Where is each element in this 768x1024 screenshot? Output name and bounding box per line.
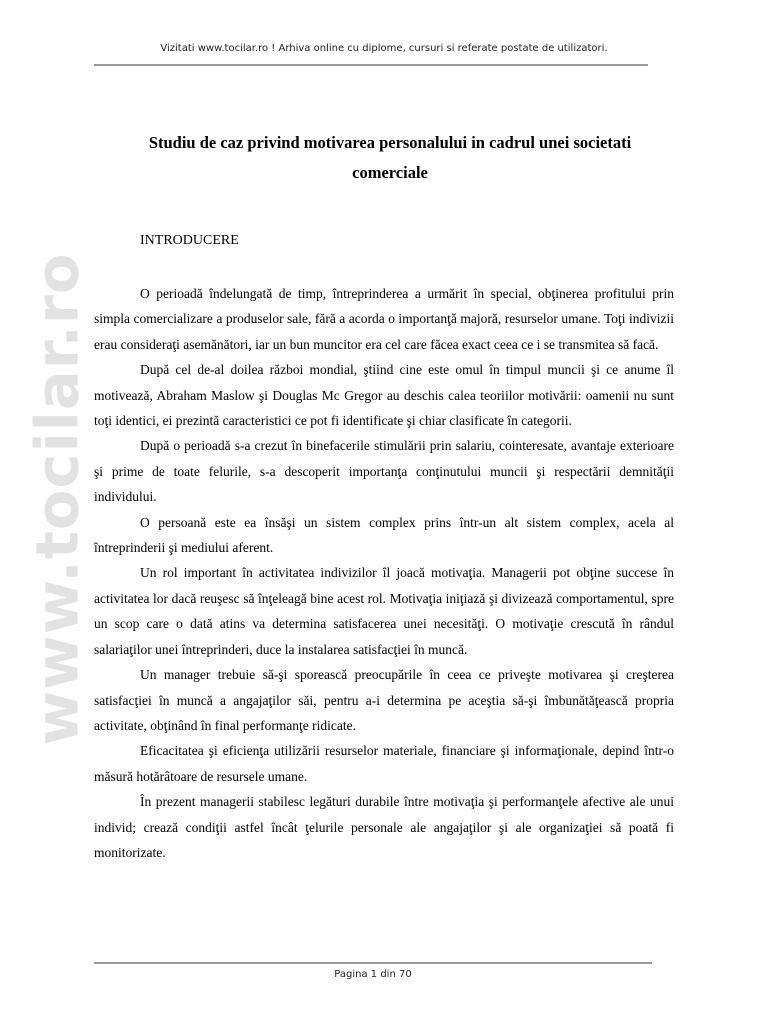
paragraph: Un manager trebuie să-şi sporească preocupările în ceea ce priveşte motivarea şi creşterea satisfacţiei în muncă a angajaţilor săi, pentru a-i determina pe aceştia să-şi îmbunătăţească propria activitate, obţinând în final performanţe ridicate. (94, 667, 674, 733)
header-divider (94, 64, 648, 66)
document-body (94, 281, 674, 865)
watermark: www.tocilar.ro (22, 252, 92, 746)
paragraph: După o perioadă s-a crezut în binefacerile stimulării prin salariu, cointeresate, avantaje exterioare şi prime de toate felurile, s-a descoperit importanţa conţinutului muncii şi respectării demnităţii individului. (94, 438, 674, 505)
document-title: Studiu de caz privind motivarea personalului in cadrul unei societati comerciale (148, 133, 632, 182)
footer-divider (94, 962, 652, 964)
paragraph: Un rol important în activitatea indivizilor îl joacă motivaţia. Managerii pot obţine succese în activitatea lor dacă reuşesc să înţeleagă bine acest rol. Motivaţia iniţiază şi divizează comportamentul, spre un scop care o dată atins va determina satisfacerea unei necesităţi. O motivaţie crescută în rândul salariaţilor unei întreprinderi, duce la instalarea satisfacţiei în muncă. (94, 565, 674, 657)
paragraph: După cel de-al doilea război mondial, ştiind cine este omul în timpul muncii şi ce anume îl motivează, Abraham Maslow şi Douglas Mc Gregor au deschis calea teoriilor motivării: oamenii nu sunt toţi identici, ei prezintă caracteristici ce pot fi identificate şi chiar clasificate în categorii. (94, 362, 674, 429)
page-number: Pagina 1 din 70 (334, 969, 412, 980)
paragraph: O persoană este ea însăşi un sistem complex prins într-un alt sistem complex, acela al întreprinderii şi mediului aferent. (94, 514, 674, 556)
page-header: Vizitati www.tocilar.ro ! Arhiva online cu diplome, cursuri si referate postate de utilizatori. (160, 43, 608, 54)
paragraph: Eficacitatea şi eficienţa utilizării resurselor materiale, financiare şi informaţionale, depind într-o măsură hotărâtoare de resursele umane. (94, 743, 674, 784)
paragraph: În prezent managerii stabilesc legături durabile între motivaţia şi performanţele afective ale unui individ; crează condiţii astfel încât ţelurile personale ale angajaţilor şi ale organizaţiei să poată fi monitorizate. (94, 794, 674, 860)
section-heading: INTRODUCERE (140, 233, 239, 248)
paragraph: O perioadă îndelungată de timp, întreprinderea a urmărit în special, obţinerea profitului prin simpla comercializare a produselor sale, fără a acorda o importanţă majoră, resurselor umane. Toţi indivizii erau consideraţi asemănători, iar un bun muncitor era cel care făcea exact ceea ce i se transmitea să facă. (94, 286, 674, 352)
